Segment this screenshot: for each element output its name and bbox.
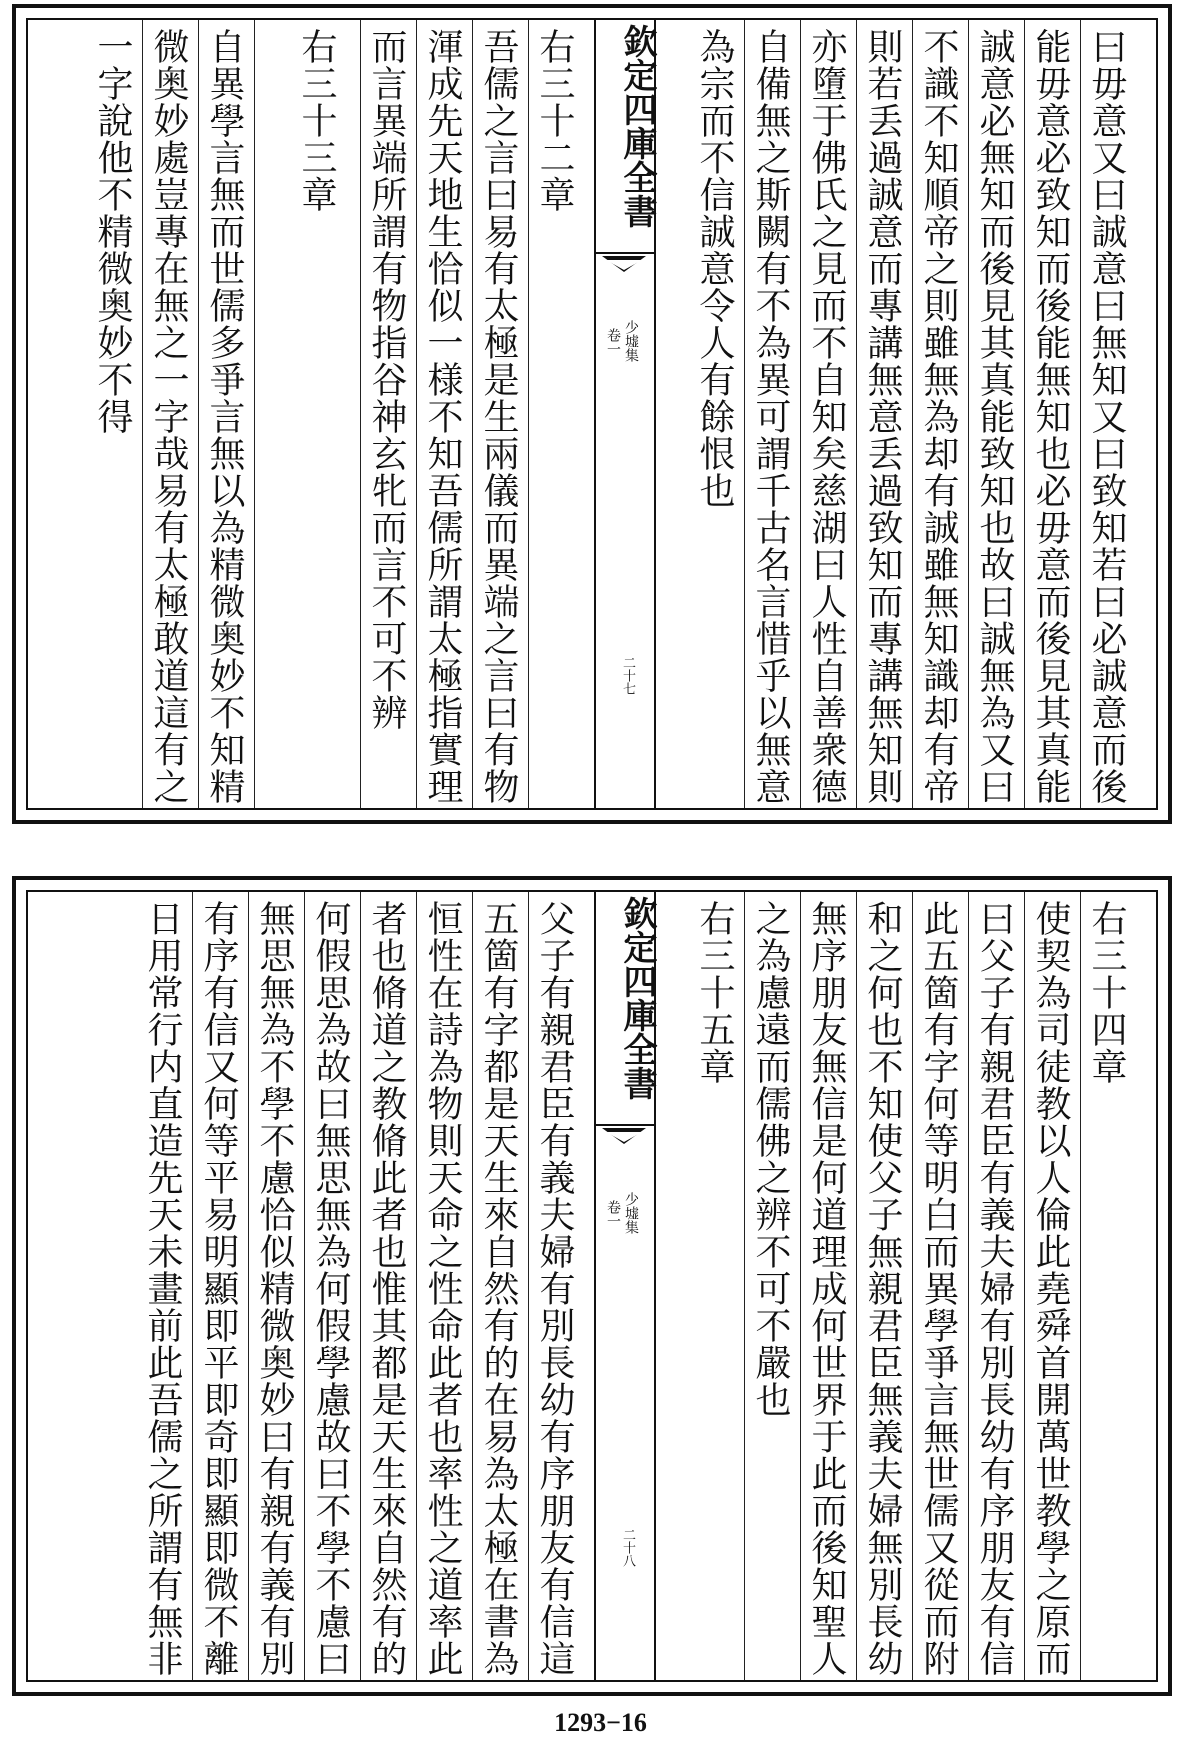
- chapter-heading: 右三十二章: [534, 28, 575, 213]
- column-rule: [416, 892, 417, 1680]
- column-rule: [744, 20, 745, 808]
- text-column: 無序朋友無信是何道理成何世界于此而後知聖人: [806, 900, 847, 1677]
- text-column: 此五箇有字何等明白而異學爭言無世儒又從而附: [918, 900, 959, 1677]
- text-column: 何假思為故曰無思無為何假學慮故曰不學不慮曰: [310, 900, 351, 1677]
- fold-rule: [596, 252, 654, 254]
- column-rule: [248, 892, 249, 1680]
- column-rule: [968, 20, 969, 808]
- text-column: 誠意必無知而後見其真能致知也故曰誠無為又曰: [974, 28, 1015, 805]
- text-column: 亦墮于佛氏之見而不自知矣慈湖曰人性自善衆德: [806, 28, 847, 805]
- column-rule: [304, 892, 305, 1680]
- text-column: 不識不知順帝之則雖無為却有誠雖無知識却有帝: [918, 28, 959, 805]
- column-rule: [856, 20, 857, 808]
- center-fold-column: [594, 20, 656, 808]
- column-rule: [1024, 892, 1025, 1680]
- top-page-frame: [12, 4, 1172, 824]
- text-column: 渾成先天地生恰似一様不知吾儒所謂太極指實理: [422, 28, 463, 805]
- text-column: 吾儒之言曰易有太極是生兩儀而異端之言曰有物: [478, 28, 519, 805]
- column-rule: [192, 892, 193, 1680]
- collection-title: 欽定四庫全書: [617, 896, 657, 1100]
- column-rule: [1024, 20, 1025, 808]
- column-rule: [800, 20, 801, 808]
- bottom-page-frame: [12, 876, 1172, 1696]
- text-column: 而言異端所謂有物指谷神玄牝而言不可不辨: [366, 28, 407, 731]
- text-column: 使契為司徒教以人倫此堯舜首開萬世教學之原而: [1030, 900, 1071, 1677]
- text-column: 恒性在詩為物則天命之性命此者也率性之道率此: [422, 900, 463, 1677]
- column-rule: [528, 20, 529, 808]
- text-column: 五箇有字都是天生來自然有的在易為太極在書為: [478, 900, 519, 1677]
- column-rule: [254, 20, 255, 808]
- collection-title: 欽定四庫全書: [617, 24, 657, 228]
- book-title: 少墟集: [623, 1192, 639, 1234]
- page-number: 二十七: [620, 656, 635, 695]
- center-fold-column: [594, 892, 656, 1680]
- text-column: 微奥妙處豈專在無之一字哉易有太極敢道這有之: [148, 28, 189, 805]
- text-column: 則若丢過誠意而專講無意丢過致知而專講無知則: [862, 28, 903, 805]
- text-column: 為宗而不信誠意令人有餘恨也: [694, 28, 735, 509]
- text-column: 無思無為不學不慮恰似精微奥妙曰有親有義有別: [254, 900, 295, 1677]
- text-column: 自異學言無而世儒多爭言無以為精微奥妙不知精: [204, 28, 245, 805]
- bottom-page-inner-border: [26, 890, 1158, 1682]
- column-rule: [472, 20, 473, 808]
- text-column: 之為慮遠而儒佛之辨不可不嚴也: [750, 900, 791, 1418]
- column-rule: [528, 892, 529, 1680]
- book-title: 少墟集: [623, 320, 639, 362]
- column-rule: [472, 892, 473, 1680]
- column-rule: [142, 20, 143, 808]
- column-rule: [360, 892, 361, 1680]
- fold-rule: [596, 1124, 654, 1126]
- text-column: 曰毋意又曰誠意曰無知又曰致知若曰必誠意而後: [1086, 28, 1127, 805]
- column-rule: [1080, 892, 1081, 1680]
- text-column: 和之何也不知使父子無親君臣無義夫婦無別長幼: [862, 900, 903, 1677]
- text-column: 有序有信又何等平易明顯即平即奇即顯即微不離: [198, 900, 239, 1677]
- chapter-heading: 右三十五章: [694, 900, 735, 1085]
- page-footer-id: 1293−16: [554, 1708, 647, 1737]
- volume-label: 卷一: [605, 328, 621, 356]
- column-rule: [744, 892, 745, 1680]
- column-rule: [968, 892, 969, 1680]
- page-number: 二十八: [620, 1528, 635, 1567]
- column-rule: [198, 20, 199, 808]
- volume-label: 卷一: [605, 1200, 621, 1228]
- column-rule: [360, 20, 361, 808]
- text-column: 父子有親君臣有義夫婦有別長幼有序朋友有信這: [534, 900, 575, 1677]
- text-column: 自備無之斯闕有不為異可謂千古名言惜乎以無意: [750, 28, 791, 805]
- text-column: 能毋意必致知而後能無知也必毋意而後見其真能: [1030, 28, 1071, 805]
- column-rule: [1080, 20, 1081, 808]
- top-page-inner-border: [26, 18, 1158, 810]
- column-rule: [912, 892, 913, 1680]
- column-rule: [912, 20, 913, 808]
- chapter-heading: 右三十四章: [1086, 900, 1127, 1085]
- text-column: 者也脩道之教脩此者也惟其都是天生來自然有的: [366, 900, 407, 1677]
- text-column: 一字說他不精微奥妙不得: [92, 28, 133, 435]
- text-column: 曰父子有親君臣有義夫婦有別長幼有序朋友有信: [974, 900, 1015, 1677]
- column-rule: [416, 20, 417, 808]
- column-rule: [856, 892, 857, 1680]
- chapter-heading: 右三十三章: [296, 28, 337, 213]
- text-column: 日用常行内直造先天未畫前此吾儒之所謂有無非: [142, 900, 183, 1677]
- column-rule: [800, 892, 801, 1680]
